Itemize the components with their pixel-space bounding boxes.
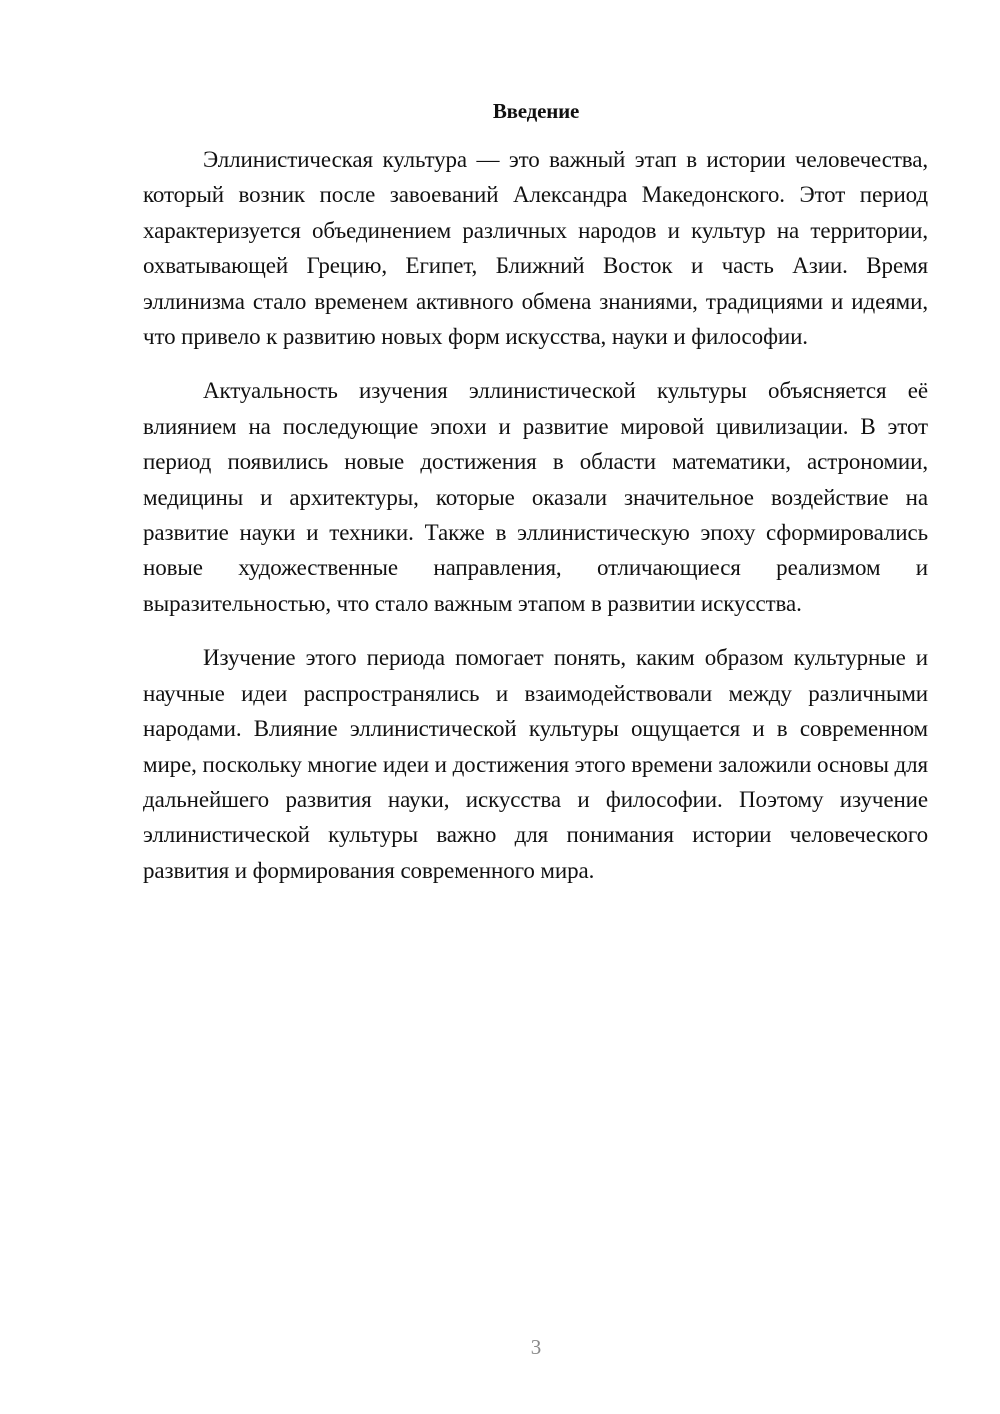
section-title: Введение (492, 99, 580, 123)
body-text (143, 142, 928, 907)
paragraph-relevance: Актуальность изучения эллинистической культуры объясняется её влиянием на последующие эпохи и развитие мировой цивилизации. В этот период появились новые достижения в области математики, астрономии, медицины и архитектуры, которые оказали значительное воздействие на развитие науки и техники. Также в эллинистическую эпоху сформировались новые художественные направления, отличающиеся реализмом и выразительностью, что стало важным этапом в развитии искусства. (143, 378, 928, 616)
paragraph-intro: Эллинистическая культура — это важный этап в истории человечества, который возник после завоеваний Александра Македонского. Этот период характеризуется объединением различных народов и культур на территории, охватывающей Грецию, Египет, Ближний Восток и часть Азии. Время эллинизма стало временем активного обмена знаниями, традициями и идеями, что привело к развитию новых форм искусства, науки и философии. (143, 147, 928, 350)
paragraph-significance: Изучение этого периода помогает понять, каким образом культурные и научные идеи распространялись и взаимодействовали между различными народами. Влияние эллинистической культуры ощущается и в современном мире, поскольку многие идеи и достижения этого времени заложили основы для дальнейшего развития науки, искусства и философии. Поэтому изучение эллинистической культуры важно для понимания истории человеческого развития и формирования современного мира. (143, 645, 928, 883)
page-number: 3 (530, 1335, 542, 1359)
